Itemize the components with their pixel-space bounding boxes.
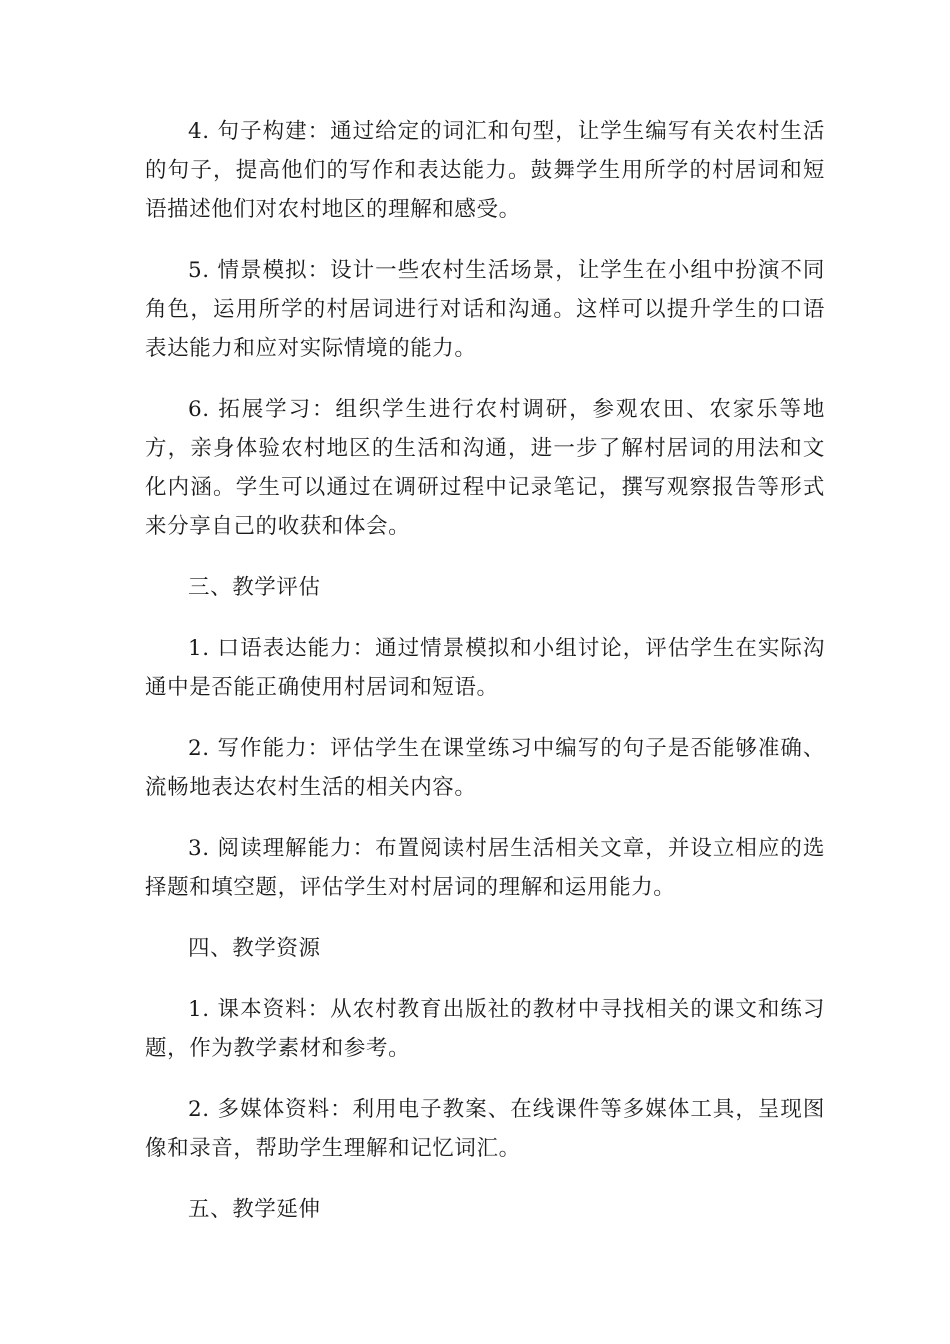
paragraph-reading-ability: 3. 阅读理解能力：布置阅读村居生活相关文章，并设立相应的选择题和填空题，评估学生对村居词的理解和运用能力。	[145, 836, 825, 900]
paragraph-oral-ability: 1. 口语表达能力：通过情景模拟和小组讨论，评估学生在实际沟通中是否能正确使用村居词和短语。	[145, 636, 825, 700]
paragraph-textbook-materials: 1. 课本资料：从农村教育出版社的教材中寻找相关的课文和练习题，作为教学素材和参考。	[145, 997, 825, 1061]
section-heading-extension: 五、教学延伸	[188, 1197, 321, 1222]
paragraph-multimedia-materials: 2. 多媒体资料：利用电子教案、在线课件等多媒体工具，呈现图像和录音，帮助学生理解和记忆词汇。	[145, 1097, 825, 1161]
paragraph-writing-ability: 2. 写作能力：评估学生在课堂练习中编写的句子是否能够准确、流畅地表达农村生活的相关内容。	[145, 736, 825, 800]
paragraph-extended-learning: 6. 拓展学习：组织学生进行农村调研，参观农田、农家乐等地方，亲身体验农村地区的生活和沟通，进一步了解村居词的用法和文化内涵。学生可以通过在调研过程中记录笔记，撰写观察报告等形式来分享自己的收获和体会。	[145, 397, 825, 539]
section-heading-evaluation: 三、教学评估	[188, 575, 321, 600]
document-body	[145, 112, 825, 1251]
section-heading-resources: 四、教学资源	[188, 936, 321, 961]
paragraph-sentence-building: 4. 句子构建：通过给定的词汇和句型，让学生编写有关农村生活的句子，提高他们的写作和表达能力。鼓舞学生用所学的村居词和短语描述他们对农村地区的理解和感受。	[145, 119, 825, 222]
paragraph-scenario-simulation: 5. 情景模拟：设计一些农村生活场景，让学生在小组中扮演不同角色，运用所学的村居词进行对话和沟通。这样可以提升学生的口语表达能力和应对实际情境的能力。	[145, 258, 825, 361]
